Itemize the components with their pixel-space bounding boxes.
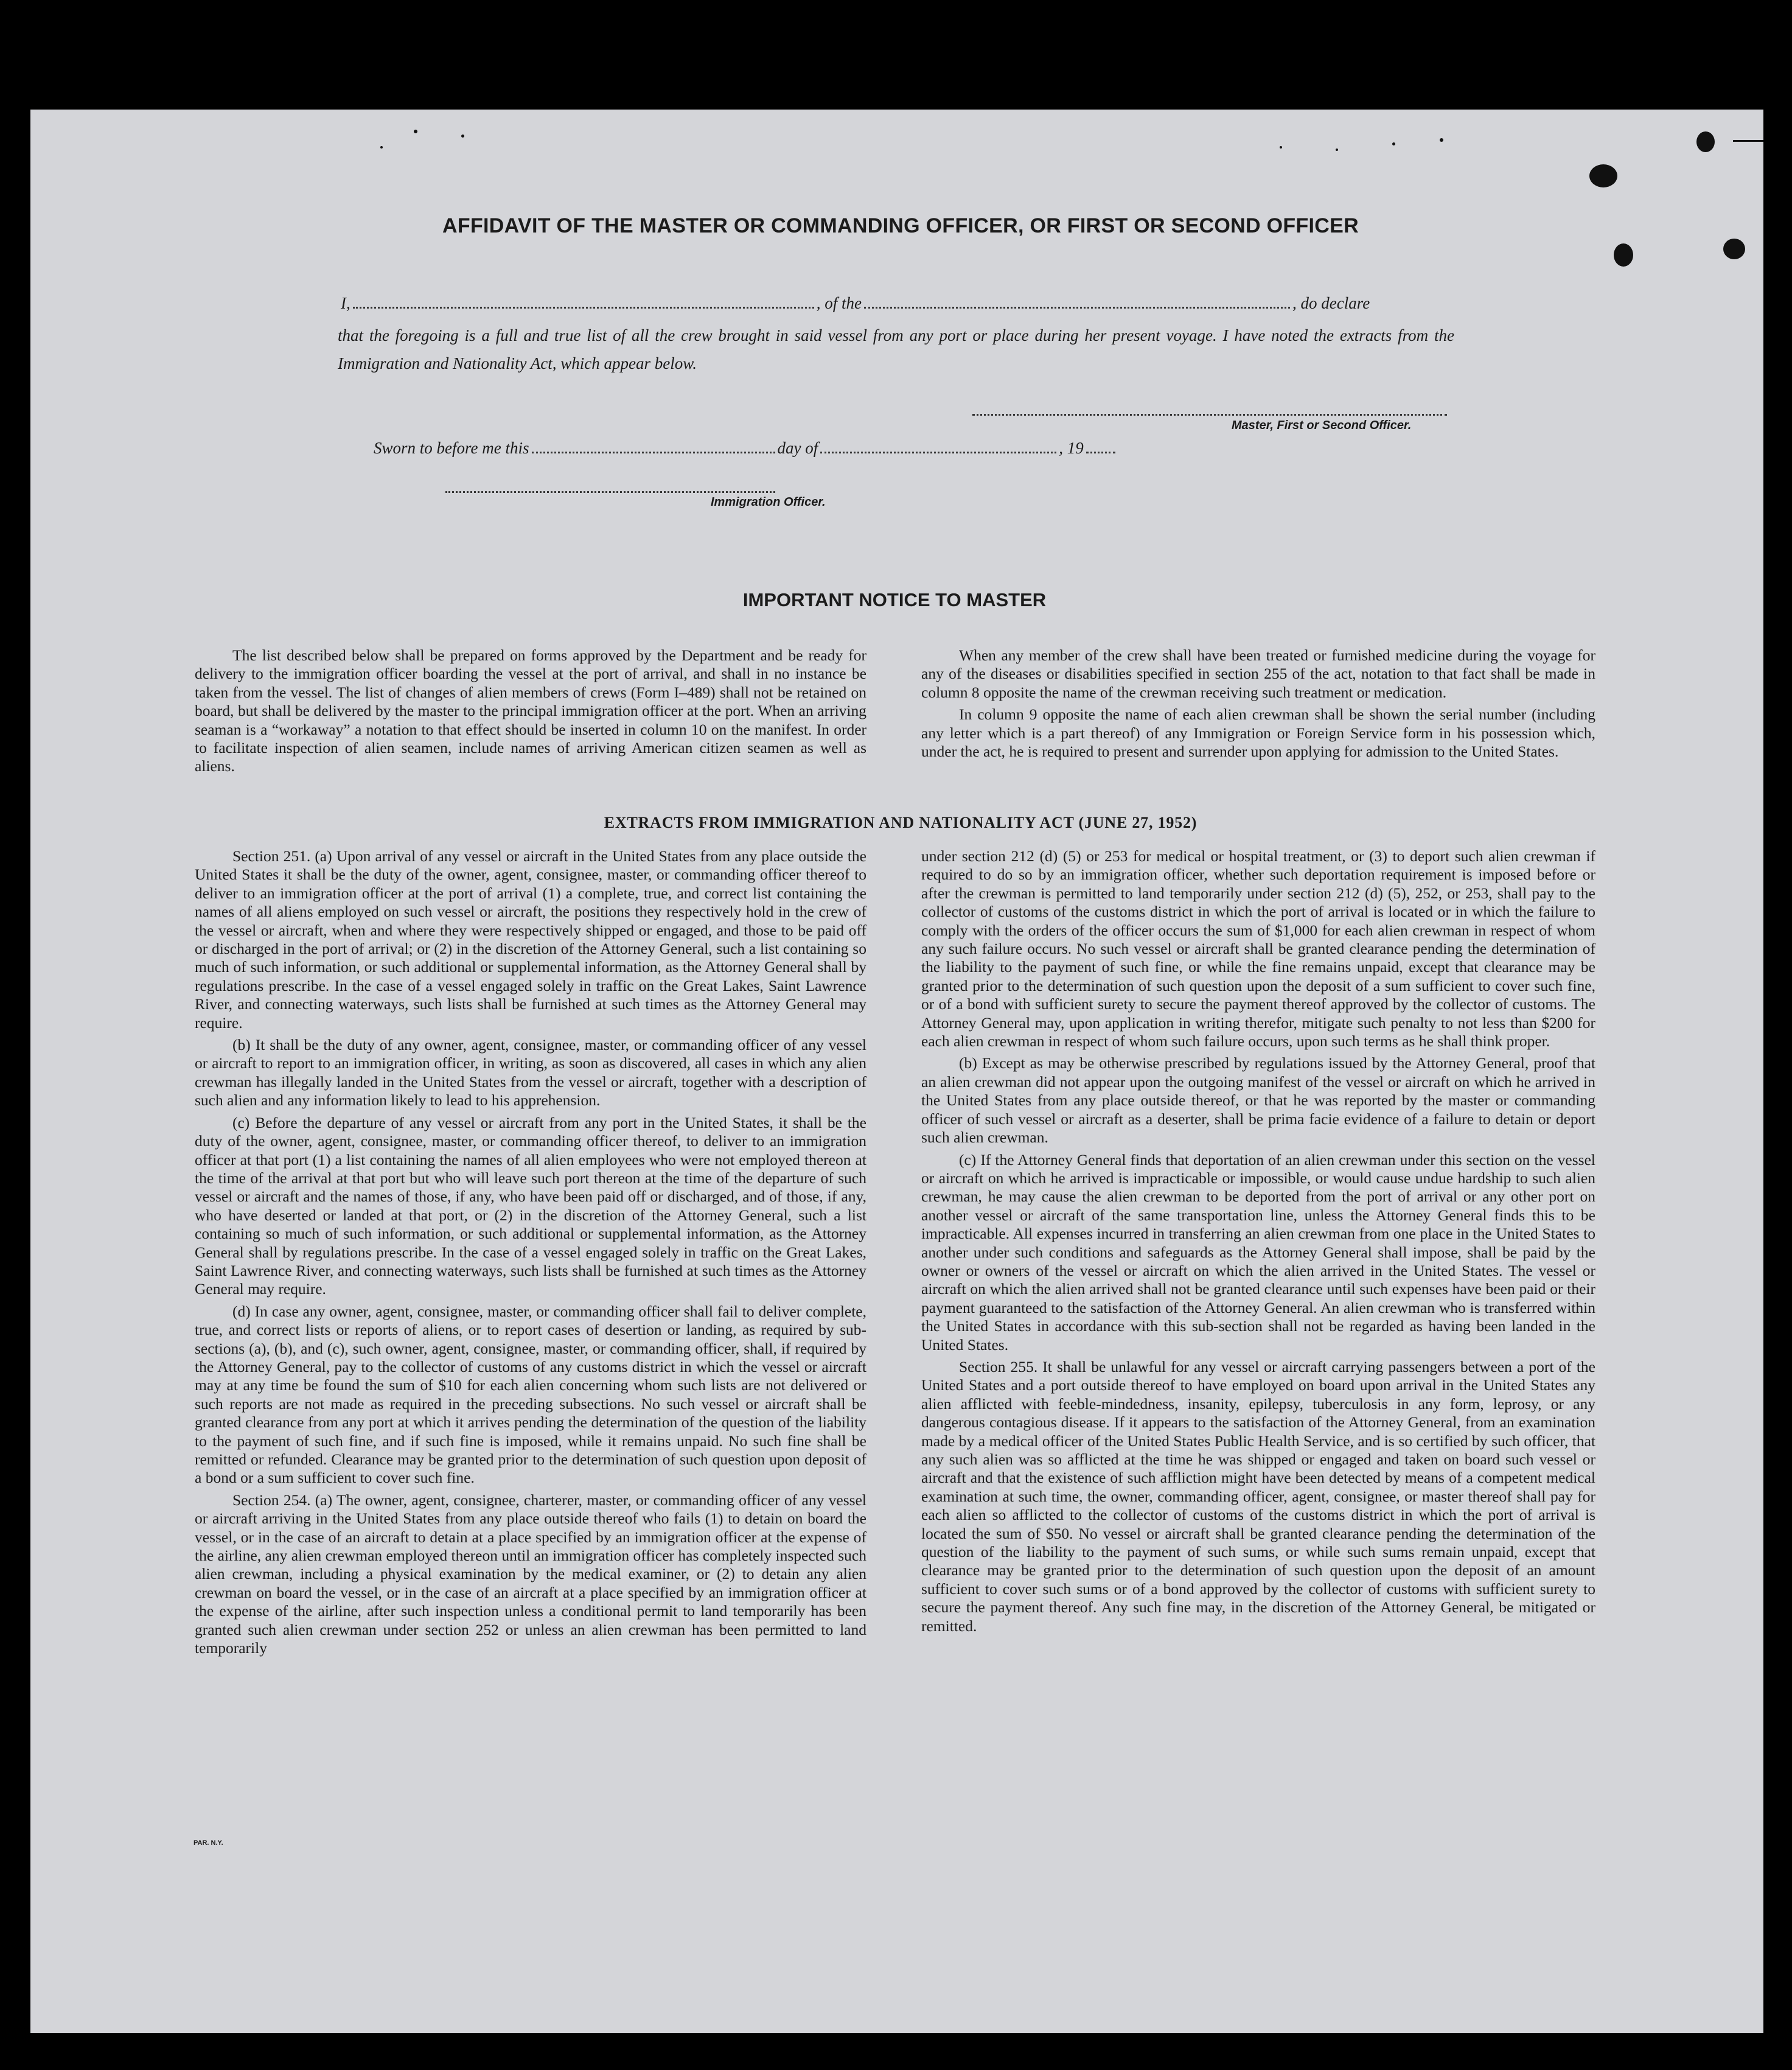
officer-signature-line[interactable] — [445, 491, 775, 493]
extracts-title: EXTRACTS FROM IMMIGRATION AND NATIONALITY ACT (JUNE 27, 1952) — [604, 814, 1198, 831]
notice-right-paragraph-2: In column 9 opposite the name of each alien crewman shall be shown the serial number (including any letter which is a part thereof) of any Immigration or Foreign Service form in his possession which, under the act, he is required to present and surrender upon applying for admission to the United States. — [921, 705, 1595, 761]
section-254-a: Section 254. (a) The owner, agent, consignee, charterer, master, or commanding officer of any vessel or aircraft arriving in the United States from any place outside thereof who fails (1) to detain on board the vessel, or in the case of an aircraft to detain at a place specified by an immigration officer at the expense of the airline, any alien crewman employed thereon until an immigration officer has completely inspected such alien crewman, including a physical examination by the medical examiner, or (2) to detain any alien crewman on board the vessel, or in the case of an aircraft at a place specified by an immigration officer at the expense of the airline, after such inspection unless a conditional permit to land temporarily has been granted such alien crewman under section 252 or unless an alien crewman has been permitted to land temporarily — [195, 1491, 866, 1657]
speck — [461, 135, 464, 138]
sworn-day-field[interactable] — [532, 451, 775, 453]
name-field[interactable] — [353, 306, 814, 309]
section-254-a-cont: under section 212 (d) (5) or 253 for medical or hospital treatment, or (3) to deport such alien crewman if required to do so by an immigration officer, whether such deportation requirement is imposed before or after the crewman is permitted to land temporarily under section 212 (d) (5), 252, or 253, shall pay to the collector of customs of the customs district in which the port of arrival is located or in which the failure to comply with the orders of the officer occurs the sum of $1,000 for each alien crewman in respect of whom any such failure occurs. No such vessel or aircraft shall be granted clearance pending the determination of the liability to the payment of such fine, or while the fine remains unpaid, except that clearance may be granted prior to the determination of such question upon the deposit of a sum sufficient to cover such fine, or of a bond with sufficient surety to secure the payment thereof approved by the collector of customs. The Attorney General may, upon application in writing therefor, mitigate such penalty to not less than $200 for each alien crewman in respect of whom such failure occurs, upon such terms as he shall think proper. — [921, 847, 1595, 1051]
sworn-line — [374, 439, 1118, 458]
section-251-d: (d) In case any owner, agent, consignee, master, or commanding officer shall fail to deliver complete, true, and correct lists or reports of aliens, or to report cases of desertion or landing, as required by sub-sections (a), (b), and (c), such owner, agent, consignee, master, or commanding officer, shall, if required by the Attorney General, pay to the collector of customs of any customs district in which the vessel or aircraft may at any time be found the sum of $10 for each alien concerning whom such lists are not delivered or such reports are not made as required in the preceding subsections. No such vessel or aircraft shall be granted clearance from any port at which it arrives pending the determination of the question of the liability to the payment of such fine, and if such fine is imposed, while it remains unpaid. No such fine shall be remitted or refunded. Clearance may be granted prior to the determination of such question upon deposit of a bond or a sum sufficient to cover such fine. — [195, 1302, 866, 1487]
extracts-left-column — [195, 847, 866, 1661]
section-255: Section 255. It shall be unlawful for any vessel or aircraft carrying passengers between a port of the United States and a port outside thereof to have employed on board upon arrival in the United States any alien afflicted with feeble-mindedness, insanity, epilepsy, tuberculosis in any form, leprosy, or any dangerous contagious disease. If it appears to the satisfaction of the Attorney General, from an examination made by a medical officer of the United States Public Health Service, and is so certified by such officer, that any such alien was so afflicted at the time he was shipped or engaged and taken on board such vessel or aircraft and that the existence of such affliction might have been detected by means of a competent medical examination at such time, the owner, commanding officer, agent, consignee, or master thereof shall pay for each alien so afflicted to the collector of customs of the customs district in which the port of arrival is located the sum of $50. No vessel or aircraft shall be granted clearance pending the determination of the question of the liability to the payment of such sums, or while such sums remain unpaid, except that clearance may be granted prior to the determination of such question upon the deposit of an amount sufficient to cover such sums or of a bond approved by the collector of customs with sufficient surety to secure the payment thereof. Any such fine may, in the discretion of the Attorney General, be mitigated or remitted. — [921, 1357, 1595, 1635]
speck — [1440, 138, 1443, 142]
master-signature-label: Master, First or Second Officer. — [1232, 419, 1412, 432]
sworn-month-field[interactable] — [820, 451, 1056, 453]
officer-signature-label: Immigration Officer. — [711, 495, 826, 509]
i-label: I, — [341, 294, 350, 312]
notice-left-paragraph: The list described below shall be prepared on forms approved by the Department and be ready for delivery to the immigration officer boarding the vessel at the port of arrival, and shall in no instance be taken from the vessel. The list of changes of alien members of crews (Form I–489) shall not be retained on board, but shall be delivered by the master to the principal immigration officer at the port. When an arriving seaman is a “workaway” a notation to that effect should be inserted in column 10 on the manifest. In order to facilitate inspection of alien seamen, include names of arriving American citizen seamen as well as aliens. — [195, 646, 866, 775]
speck — [414, 130, 417, 133]
edge-mark — [1733, 140, 1763, 142]
punch-hole — [1723, 239, 1745, 259]
section-251-a: Section 251. (a) Upon arrival of any vessel or aircraft in the United States from any place outside the United States it shall be the duty of the owner, agent, consignee, master, or commanding officer thereof to deliver to an immigration officer at the port of arrival (1) a complete, true, and correct list containing the names of all aliens employed on such vessel or aircraft, the positions they respectively hold in the crew of the vessel or aircraft, when and where they were respectively shipped or engaged, and those to be paid off or discharged in the port of arrival; or (2) in the discretion of the Attorney General, such a list containing so much of such information, or such additional or supplemental information, as the Attorney General shall by regulations prescribe. In the case of a vessel engaged solely in traffic on the Great Lakes, Saint Lawrence River, and connecting waterways, such lists shall be furnished at such times as the Attorney General may require. — [195, 847, 866, 1032]
declaration-statement: that the foregoing is a full and true list of all the crew brought in said vessel from any port or place during her present voyage. I have noted the extracts from the Immigration and Nationality Act, which appear below. — [338, 326, 1454, 372]
punch-hole — [1696, 131, 1715, 152]
punch-hole — [1589, 164, 1617, 187]
punch-hole — [1614, 243, 1633, 267]
year-label: , 19 — [1059, 439, 1084, 457]
do-declare-label: , do declare — [1292, 294, 1370, 312]
extracts-right-column — [921, 847, 1595, 1639]
speck — [1280, 146, 1282, 149]
notice-right-paragraph-1: When any member of the crew shall have been treated or furnished medicine during the voyage for any of the diseases or disabilities specified in section 255 of the act, notation to that fact shall be made in column 8 opposite the name of the crewman receiving such treatment or medication. — [921, 646, 1595, 701]
notice-title: IMPORTANT NOTICE TO MASTER — [742, 589, 1047, 610]
of-the-label: , of the — [816, 294, 862, 312]
section-254-b: (b) Except as may be otherwise prescribed by regulations issued by the Attorney General, proof that an alien crewman did not appear upon the outgoing manifest of the vessel or aircraft on which he arrived in the United States from any place outside thereof, or that he was reported by the master or commanding officer of such vessel or aircraft as a deserter, shall be prima facie evidence of a failure to detain or deport such alien crewman. — [921, 1054, 1595, 1147]
master-signature-line[interactable] — [972, 414, 1447, 416]
declaration-line — [341, 294, 1370, 313]
notice-right-column — [921, 646, 1595, 764]
section-254-c: (c) If the Attorney General finds that deportation of an alien crewman under this section on the vessel or aircraft on which he arrived is impracticable or impossible, or would cause undue hardship to such alien crewman, he may cause the alien crewman to be deported from the port of arrival or any other port on another vessel or aircraft of the same transportation line, unless the Attorney General finds this to be impracticable. All expenses incurred in transferring an alien crewman from one place in the United States to another under such conditions and safeguards as the Attorney General shall impose, shall be paid by the owner or owners of the vessel or aircraft on which the alien arrived in the United States. The vessel or aircraft on which the alien arrived shall not be granted clearance until such expenses have been paid or their payment guaranteed to the satisfaction of the Attorney General. An alien crewman who is transferred within the United States in accordance with this sub-section shall not be regarded as having been landed in the United States. — [921, 1150, 1595, 1354]
speck — [380, 146, 383, 149]
sworn-label: Sworn to before me this — [374, 439, 529, 457]
section-251-b: (b) It shall be the duty of any owner, agent, consignee, master, or commanding officer of any vessel or aircraft to report to an immigration officer, in writing, as soon as discovered, all cases in which any alien crewman has illegally landed in the United States from the vessel or aircraft, together with a description of such alien and any information likely to lead to his apprehension. — [195, 1036, 866, 1110]
printer-mark: PAR. N.Y. — [193, 1839, 223, 1847]
vessel-field[interactable] — [864, 306, 1290, 309]
section-251-c: (c) Before the departure of any vessel or aircraft from any port in the United States, it shall be the duty of the owner, agent, consignee, master, or commanding officer thereof, to deliver to an immigration officer at that port (1) a list containing the names of all alien employees who were not employed thereon at the time of the arrival at that port but who will leave such port thereon at the time of the departure of such vessel or aircraft and the names of those, if any, who have been paid off or discharged, and of those, if any, who have deserted or landed at that port, or (2) in the discretion of the Attorney General, such a list containing so much of such information, or such additional or supplemental information, as the Attorney General shall by regulations prescribe. In the case of a vessel engaged solely in traffic on the Great Lakes, Saint Lawrence River, and connecting waterways, such lists shall be furnished at such times as the Attorney General may require. — [195, 1113, 866, 1298]
day-of-label: day of — [777, 439, 818, 457]
speck — [1392, 142, 1395, 145]
form-title: AFFIDAVIT OF THE MASTER OR COMMANDING OFFICER, OR FIRST OR SECOND OFFICER — [442, 214, 1359, 237]
notice-left-column — [195, 646, 866, 780]
speck — [1336, 149, 1338, 151]
sworn-year-field[interactable] — [1086, 451, 1115, 453]
